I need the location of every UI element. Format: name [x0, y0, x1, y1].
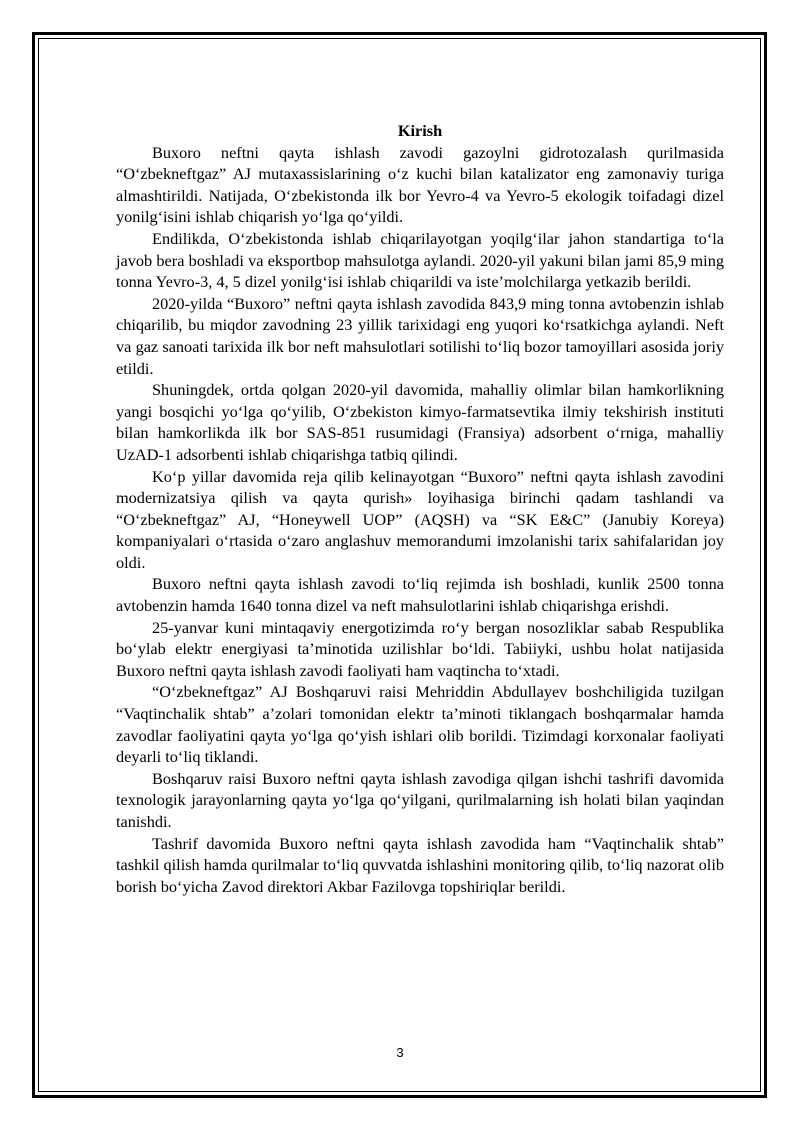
paragraph-10: Tashrif davomida Buxoro neftni qayta ishlash zavodida ham “Vaqtinchalik shtab” tashkil qilish hamda qurilmalar to‘liq quvvatda ishlashini monitoring qilib, to‘liq nazorat olib borish bo‘yicha Zavod direktori Akbar Fazilovga topshiriqlar berildi.	[116, 833, 724, 896]
paragraph-4: Shuningdek, ortda qolgan 2020-yil davomida, mahalliy olimlar bilan hamkorlikning yangi bosqichi yo‘lga qo‘yilib, O‘zbekiston kimyo-farmatsevtika ilmiy tekshirish instituti bilan hamkorlikda ilk bor SAS-851 rusumidagi (Fransiya) adsorbent o‘rniga, mahalliy UzAD-1 adsorbenti ishlab chiqarishga tatbiq qilindi.	[116, 380, 724, 464]
document-body	[116, 120, 724, 897]
paragraph-5: Ko‘p yillar davomida reja qilib kelinayotgan “Buxoro” neftni qayta ishlash zavodini modernizatsiya qilish va qayta qurish» loyihasiga birinchi qadam tashlandi va “O‘zbekneftgaz” AJ, “Honeywell UOP” (AQSH) va “SK E&C” (Janubiy Koreya) kompaniyalari o‘rtasida o‘zaro anglashuv memorandumi imzolanishi tarix sahifalaridan joy oldi.	[116, 466, 724, 572]
paragraph-1: Buxoro neftni qayta ishlash zavodi gazoylni gidrotozalash qurilmasida “O‘zbekneftgaz” AJ mutaxassislarining o‘z kuchi bilan katalizator eng zamonaviy turiga almashtirildi. Natijada, O‘zbekistonda ilk bor Yevro-4 va Yevro-5 ekologik toifadagi dizel yonilg‘isini ishlab chiqarish yo‘lga qo‘yildi.	[116, 142, 724, 227]
section-title: Kirish	[397, 121, 443, 140]
paragraph-9: Boshqaruv raisi Buxoro neftni qayta ishlash zavodiga qilgan ishchi tashrifi davomida texnologik jarayonlarning qayta yo‘lga qo‘yilgani, qurilmalarning ish holati bilan yaqindan tanishdi.	[116, 768, 724, 831]
paragraph-7: 25-yanvar kuni mintaqaviy energotizimda ro‘y bergan nosozliklar sabab Respublika bo‘ylab elektr energiyasi ta’minotida uzilishlar bo‘ldi. Tabiiyki, ushbu holat natijasida Buxoro neftni qayta ishlash zavodi faoliyati ham vaqtincha to‘xtadi.	[116, 617, 724, 680]
paragraph-2: Endilikda, O‘zbekistonda ishlab chiqarilayotgan yoqilg‘ilar jahon standartiga to‘la javob bera boshladi va eksportbop mahsulotga aylandi. 2020-yil yakuni bilan jami 85,9 ming tonna Yevro-3, 4, 5 dizel yonilg‘isi ishlab chiqarildi va iste’molchilarga yetkazib berildi.	[116, 228, 724, 292]
paragraph-3: 2020-yilda “Buxoro” neftni qayta ishlash zavodida 843,9 ming tonna avtobenzin ishlab chiqarilib, bu miqdor zavodning 23 yillik tarixidagi eng yuqori ko‘rsatkichga aylandi. Neft va gaz sanoati tarixida ilk bor neft mahsulotlari sotilishi to‘liq bozor tamoyillari asosida joriy etildi.	[116, 293, 724, 378]
page-number: 3	[396, 1045, 404, 1060]
paragraph-8: “O‘zbekneftgaz” AJ Boshqaruvi raisi Mehriddin Abdullayev boshchiligida tuzilgan “Vaqtinchalik shtab” a’zolari tomonidan elektr ta’minoti tiklangach boshqarmalar hamda zavodlar faoliyatini qayta yo‘lga qo‘yish ishlari olib borildi. Tizimdagi korxonalar faoliyati deyarli to‘liq tiklandi.	[116, 682, 724, 767]
paragraph-6: Buxoro neftni qayta ishlash zavodi to‘liq rejimda ish boshladi, kunlik 2500 tonna avtobenzin hamda 1640 tonna dizel va neft mahsulotlarini ishlab chiqarishga erishdi.	[116, 574, 724, 616]
